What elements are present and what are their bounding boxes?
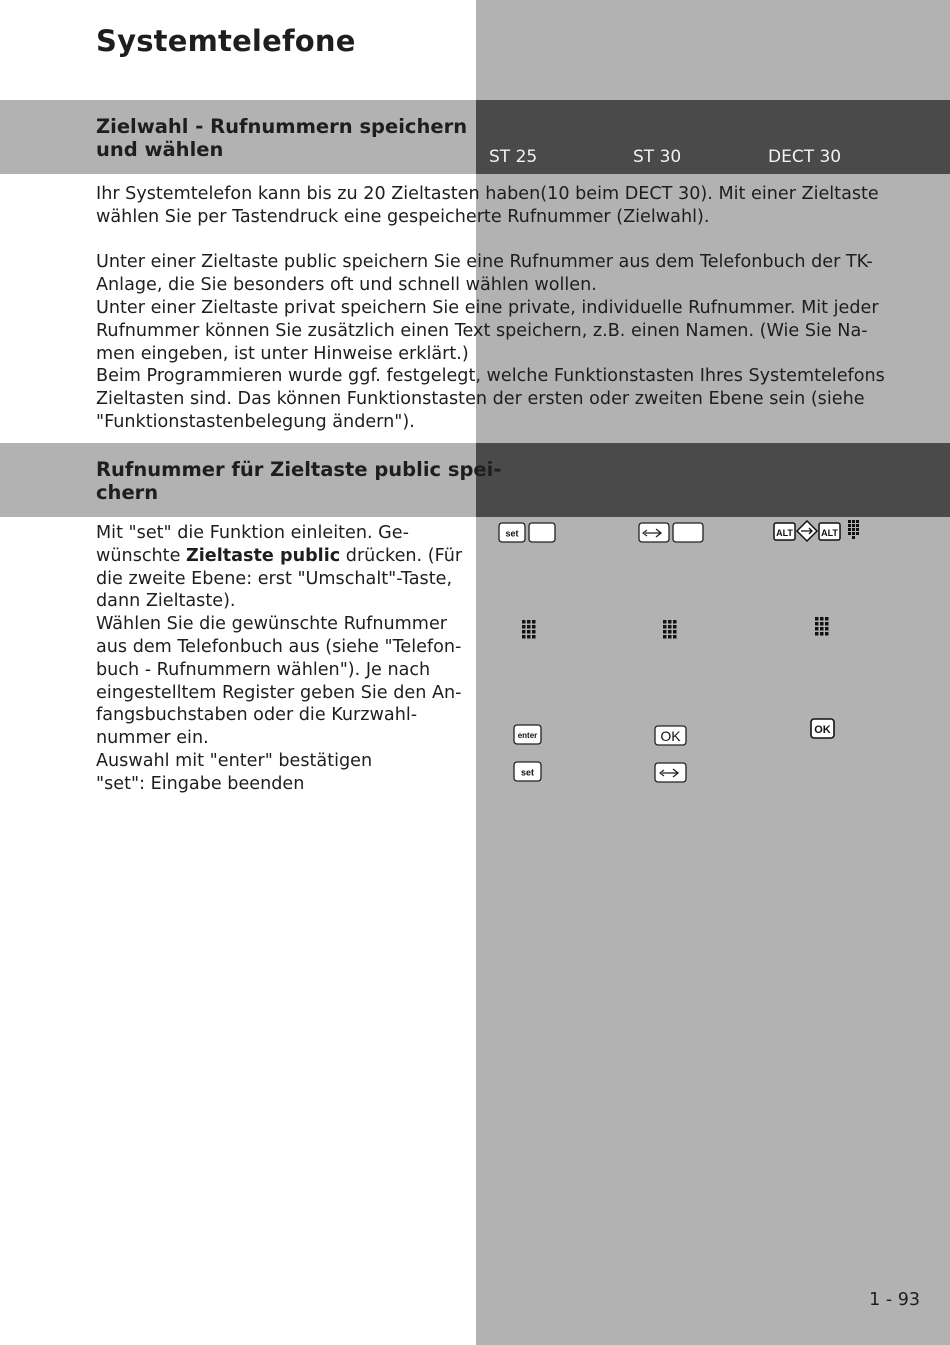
enter-key-icon [513,724,543,746]
section-heading-line: und wählen [96,138,224,161]
keypad-icon [662,619,678,641]
svg-text:OK: OK [814,724,831,736]
text-line: Auswahl mit "enter" bestätigen [96,750,373,771]
text-line: men eingeben, ist unter Hinweise erklärt.) [96,343,469,364]
text-line: Anlage, die Sie besonders oft und schnell wählen wollen. [96,275,597,296]
section-heading-line: chern [96,481,159,504]
model-label-st25: ST 25 [489,147,538,167]
keypad-icon [814,616,830,638]
text-line: wünschte Zieltaste public drücken. (Für [96,545,463,566]
arrow-key-icon [638,522,706,544]
keypad-icon [521,619,537,641]
text-line: Beim Programmieren wurde ggf. festgelegt, welche Funktionstasten Ihres Systemtelefons [96,366,885,387]
steps-text [96,522,474,796]
text-line: Mit "set" die Funktion einleiten. Ge- [96,523,409,543]
set-key-icon [498,522,560,544]
intro-text [96,183,916,434]
text-line: "set": Eingabe beenden [96,773,305,794]
text-line: Zieltasten sind. Das können Funktionstasten der ersten oder zweiten Ebene sein (siehe [96,389,865,410]
ok-key-icon [654,725,688,747]
text-line: dann Zieltaste). [96,591,236,612]
text-line: Rufnummer können Sie zusätzlich einen Text speichern, z.B. einen Namen. (Wie Sie Na- [96,320,868,341]
text-line: nummer ein. [96,728,209,749]
page-number: 1 - 93 [869,1290,920,1310]
model-label-dect30: DECT 30 [768,147,842,167]
text-line: buch - Rufnummern wählen"). Je nach [96,659,431,680]
svg-text:OK: OK [660,728,681,744]
svg-text:set: set [520,767,535,778]
arrow-key-icon [654,762,688,784]
ok-key-icon [810,718,836,740]
text-line: aus dem Telefonbuch aus (siehe "Telefon- [96,636,462,657]
text-line: wählen Sie per Tastendruck eine gespeicherte Rufnummer (Zielwahl). [96,206,710,227]
svg-text:ALT: ALT [776,528,793,538]
text-line: Wählen Sie die gewünschte Rufnummer [96,614,448,635]
text-line: Unter einer Zieltaste privat speichern Sie eine private, individuelle Rufnummer. Mit jeder [96,297,879,318]
set-key-icon [513,761,543,783]
svg-text:ALT: ALT [821,528,838,538]
svg-text:set: set [505,528,519,539]
zieltaste-public-term: Zieltaste public [186,545,341,566]
text-line: fangsbuchstaben oder die Kurzwahl- [96,705,418,726]
svg-text:enter: enter [517,731,538,740]
device-header-band [476,443,950,517]
section-heading [96,458,501,504]
device-header-band [476,100,950,174]
alt-arrow-alt-keypad-icon [773,518,867,546]
text-line: Unter einer Zieltaste public speichern Sie eine Rufnummer aus dem Telefonbuch der TK- [96,252,873,273]
page-title: Systemtelefone [96,24,356,58]
text-line: eingestelltem Register geben Sie den An- [96,682,462,703]
section-heading-line: Zielwahl - Rufnummern speichern [96,115,468,138]
section-heading-line: Rufnummer für Zieltaste public spei- [96,458,502,481]
text-line: Ihr Systemtelefon kann bis zu 20 Zieltasten haben(10 beim DECT 30). Mit einer Zieltaste [96,184,879,204]
text-line: "Funktionstastenbelegung ändern"). [96,411,415,432]
model-label-st30: ST 30 [633,147,682,167]
section-heading [96,115,467,161]
text-line: die zweite Ebene: erst "Umschalt"-Taste, [96,568,453,589]
